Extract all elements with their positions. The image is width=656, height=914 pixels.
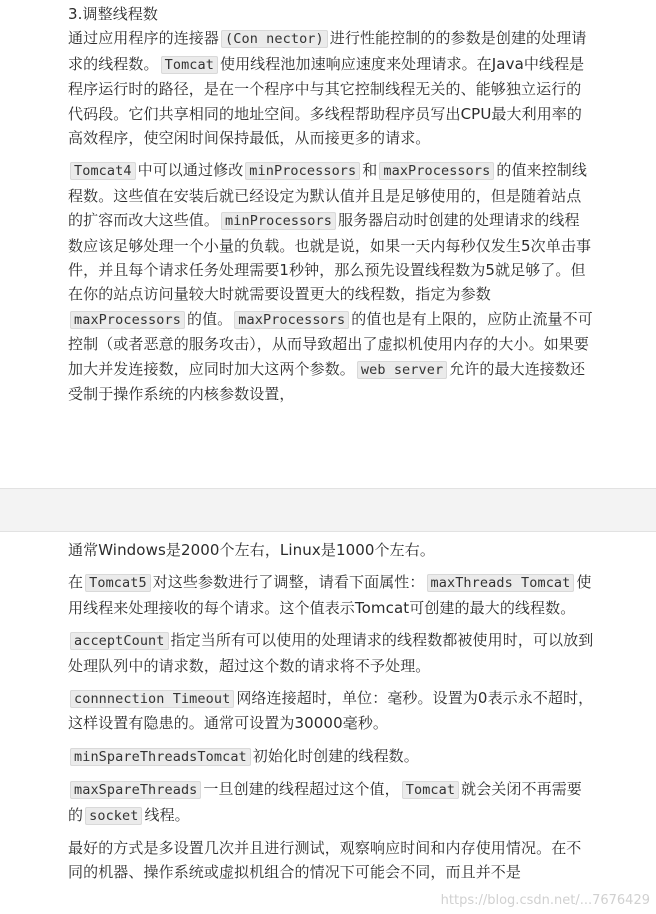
inline-code: Tomcat5 <box>85 574 151 592</box>
watermark: https://blog.csdn.net/...7676429 <box>440 893 650 908</box>
inline-code: acceptCount <box>70 632 169 650</box>
inline-code: minSpareThreadsTomcat <box>70 748 251 766</box>
text-run: 通过应用程序的连接器 <box>68 29 220 48</box>
text-run: 进行性能控制的的参数是创建的处理请求的线程数。 <box>68 29 587 73</box>
text-run: 中可以通过修改 <box>137 161 244 180</box>
inline-code: minProcessors <box>221 212 336 230</box>
paragraph-minsparethreads <box>68 744 594 769</box>
paragraph-acceptcount <box>68 628 594 678</box>
inline-code: maxProcessors <box>234 311 349 329</box>
text-run: 初始化时创建的线程数。 <box>252 746 419 765</box>
text-run: 指定当所有可以使用的处理请求的线程数都被使用时，可以放到处理队列中的请求数，超过这个数的请求将不予处理。 <box>68 631 594 675</box>
paragraph-connector-threads <box>68 26 594 150</box>
text-run: 使用线程来处理接收的每个请求。这个值表示Tomcat可创建的最大的线程数。 <box>68 573 592 617</box>
inline-code: Tomcat4 <box>70 162 136 180</box>
text-run: 就会关闭不再需要的 <box>68 780 582 824</box>
text-run: 网络连接超时，单位：毫秒。设置为0表示永不超时，这样设置有隐患的。通常可设置为30000毫秒。 <box>68 689 594 733</box>
paragraph-tomcat4-processors <box>68 158 594 406</box>
inline-code: minProcessors <box>245 162 360 180</box>
paragraph-maxsparethreads <box>68 777 594 828</box>
text-run: 通常Windows是2000个左右，Linux是1000个左右。 <box>68 541 435 559</box>
page-top-content <box>0 2 656 407</box>
page-bottom-content <box>0 532 656 885</box>
text-run: 对这些参数进行了调整，请看下面属性： <box>152 573 425 592</box>
page-separator <box>0 488 656 532</box>
text-run: 和 <box>362 161 378 180</box>
section-heading: 3.调整线程数 <box>68 5 159 23</box>
inline-code: maxProcessors <box>70 311 185 329</box>
text-run: 的值也是有上限的，应防止流量不可控制（或者恶意的服务攻击），从而导致超出了虚拟机使用内存的大小。如果要加大并发连接数，应同时加大这两个参数。 <box>68 309 593 378</box>
inline-code: socket <box>85 807 142 825</box>
paragraph-connection-timeout <box>68 686 594 736</box>
text-run: 的值。 <box>186 309 233 328</box>
text-run: 在 <box>68 573 84 592</box>
paragraph-os-limits <box>68 538 594 562</box>
inline-code: maxSpareThreads <box>70 781 201 799</box>
text-run: 的值来控制线程数。这些值在安装后就已经设定为默认值并且是足够使用的，但是随着站点的扩容而改大这些值。 <box>68 161 587 230</box>
inline-code: maxProcessors <box>379 162 494 180</box>
inline-code: Tomcat <box>161 56 218 74</box>
text-run: 允许的最大连接数还受制于操作系统的内核参数设置， <box>68 359 586 404</box>
inline-code: connnection Timeout <box>70 690 234 708</box>
inline-code: (Con nector) <box>221 30 328 48</box>
paragraph-testing-advice <box>68 836 594 885</box>
page-bottom <box>0 532 656 914</box>
text-run: 线程。 <box>144 805 190 824</box>
text-run: 一旦创建的线程超过这个值， <box>203 780 400 799</box>
inline-code: web server <box>357 361 447 379</box>
inline-code: maxThreads Tomcat <box>427 574 575 592</box>
text-run: 使用线程池加速响应速度来处理请求。在Java中线程是程序运行时的路径，是在一个程序中与其它控制线程无关的、能够独立运行的代码段。它们共享相同的地址空间。多线程帮助程序员写出CPU最大利用率的高效程序，使空闲时间保持最低，从而接更多的请求。 <box>68 54 585 148</box>
text-run: 服务器启动时创建的处理请求的线程数应该足够处理一个小量的负载。也就是说，如果一天内每秒仅发生5次单击事件，并且每个请求任务处理需要1秒钟，那么预先设置线程数为5就足够了。但在你的站点访问量较大时就需要设置更大的线程数，指定为参数 <box>68 211 592 304</box>
text-run: 最好的方式是多设置几次并且进行测试，观察响应时间和内存使用情况。在不同的机器、操作系统或虚拟机组合的情况下可能会不同，而且并不是 <box>68 839 582 882</box>
inline-code: Tomcat <box>402 781 459 799</box>
paragraph-tomcat5-maxthreads <box>68 570 594 620</box>
